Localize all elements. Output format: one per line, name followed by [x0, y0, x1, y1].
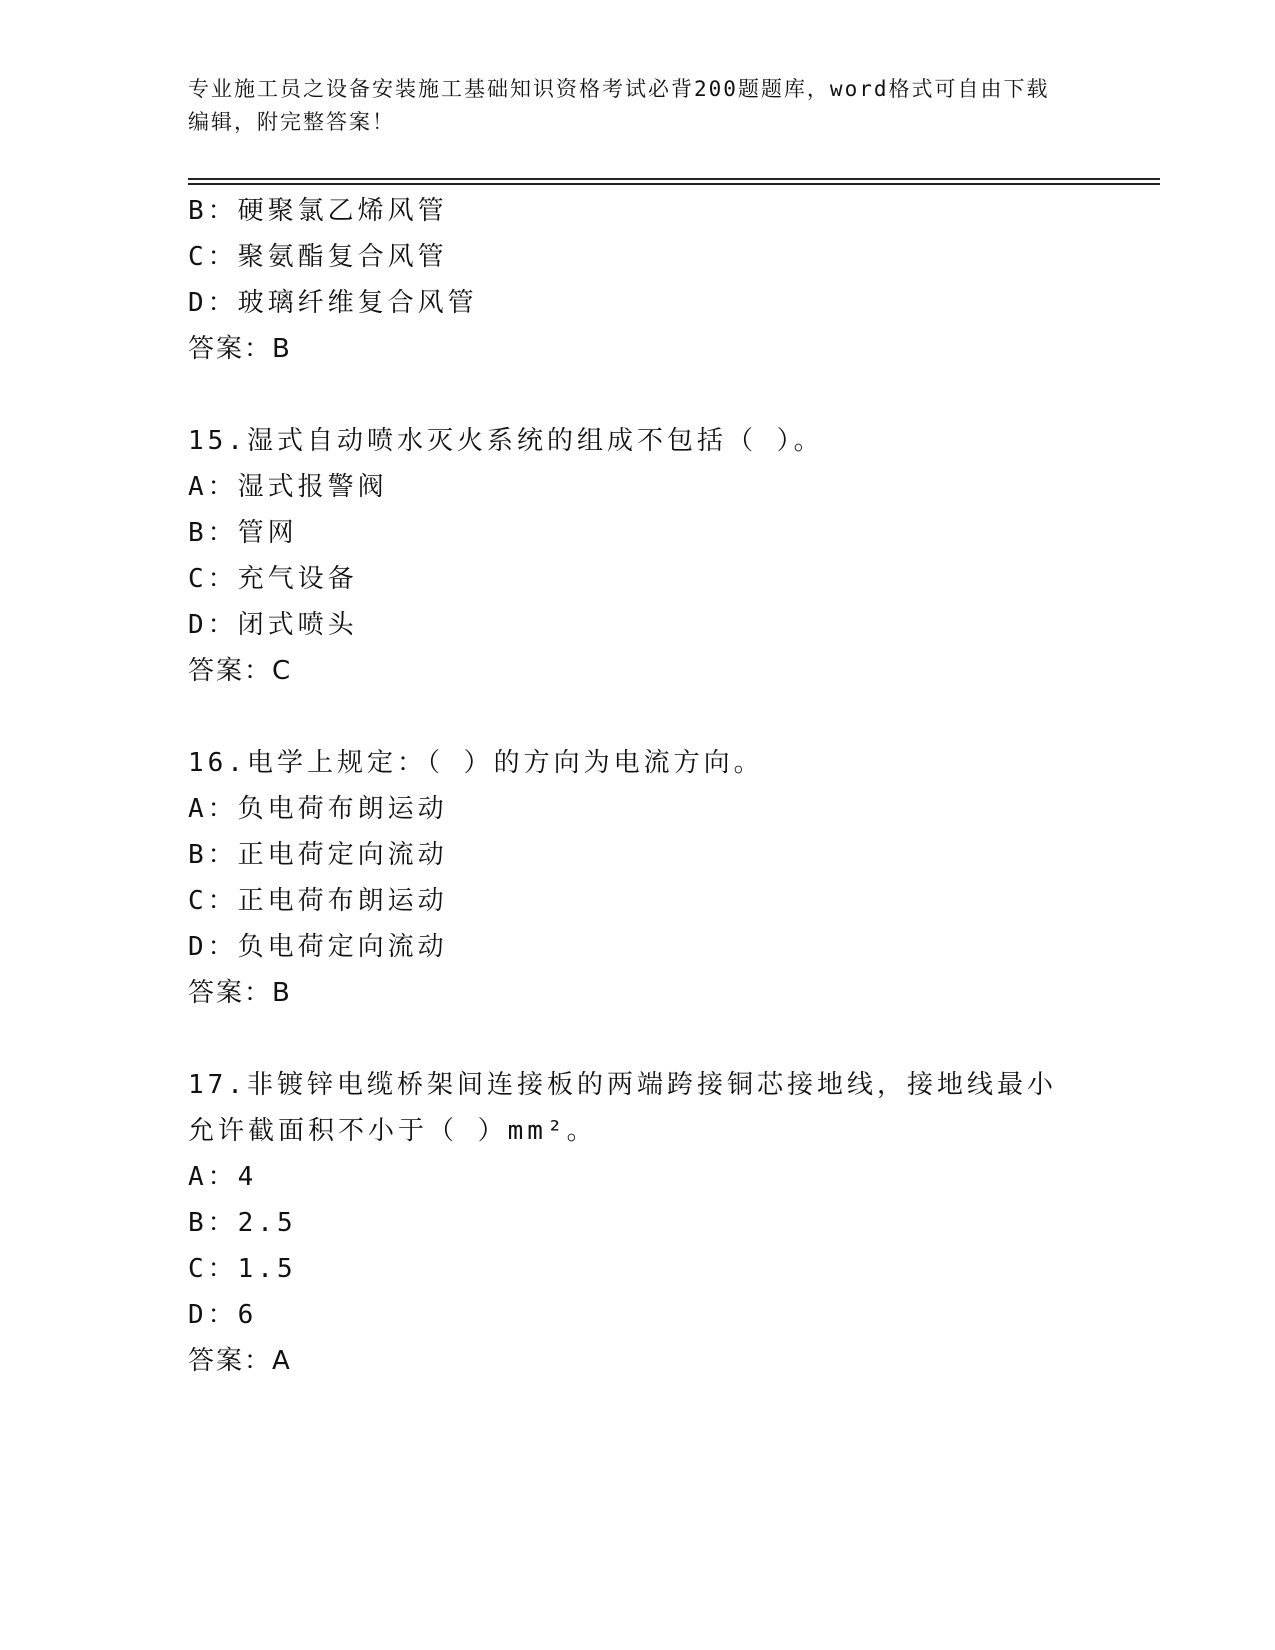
question-block-continued — [188, 188, 1088, 372]
question-list — [188, 188, 1088, 1384]
question-block-15 — [188, 418, 1088, 694]
question-block-17 — [188, 1062, 1088, 1384]
question-text: 15.湿式自动喷水灭火系统的组成不包括（ ）。 — [188, 426, 824, 456]
question-text: 16.电学上规定：（ ）的方向为电流方向。 — [188, 748, 764, 778]
option-c: C：1.5 — [188, 1254, 297, 1284]
option-b: B：管网 — [188, 518, 298, 548]
option-d: D：负电荷定向流动 — [188, 932, 448, 962]
answer-line: 答案：B — [188, 978, 292, 1008]
spacer — [188, 694, 1088, 740]
question-text: 17.非镀锌电缆桥架间连接板的两端跨接铜芯接地线，接地线最小允许截面积不小于（ ）mm²。 — [188, 1070, 1057, 1146]
option-a: A：负电荷布朗运动 — [188, 794, 448, 824]
spacer — [188, 1016, 1088, 1062]
header-title: 专业施工员之设备安装施工基础知识资格考试必背200题题库，word格式可自由下载编辑，附完整答案！ — [188, 77, 1050, 134]
option-b: B：2.5 — [188, 1208, 297, 1238]
option-d: D：6 — [188, 1300, 258, 1330]
document-header — [188, 73, 1068, 139]
header-divider-top — [188, 178, 1160, 180]
option-a: A：4 — [188, 1162, 258, 1192]
question-block-16 — [188, 740, 1088, 1016]
option-d: D：闭式喷头 — [188, 610, 358, 640]
header-divider-bottom — [188, 183, 1160, 185]
option-c: C：聚氨酯复合风管 — [188, 242, 448, 272]
spacer — [188, 372, 1088, 418]
option-c: C：正电荷布朗运动 — [188, 886, 448, 916]
option-b: B：硬聚氯乙烯风管 — [188, 196, 448, 226]
answer-line: 答案：C — [188, 656, 293, 686]
option-a: A：湿式报警阀 — [188, 472, 388, 502]
option-b: B：正电荷定向流动 — [188, 840, 448, 870]
answer-line: 答案：A — [188, 1346, 292, 1376]
option-d: D：玻璃纤维复合风管 — [188, 288, 478, 318]
answer-line: 答案：B — [188, 334, 292, 364]
option-c: C：充气设备 — [188, 564, 358, 594]
